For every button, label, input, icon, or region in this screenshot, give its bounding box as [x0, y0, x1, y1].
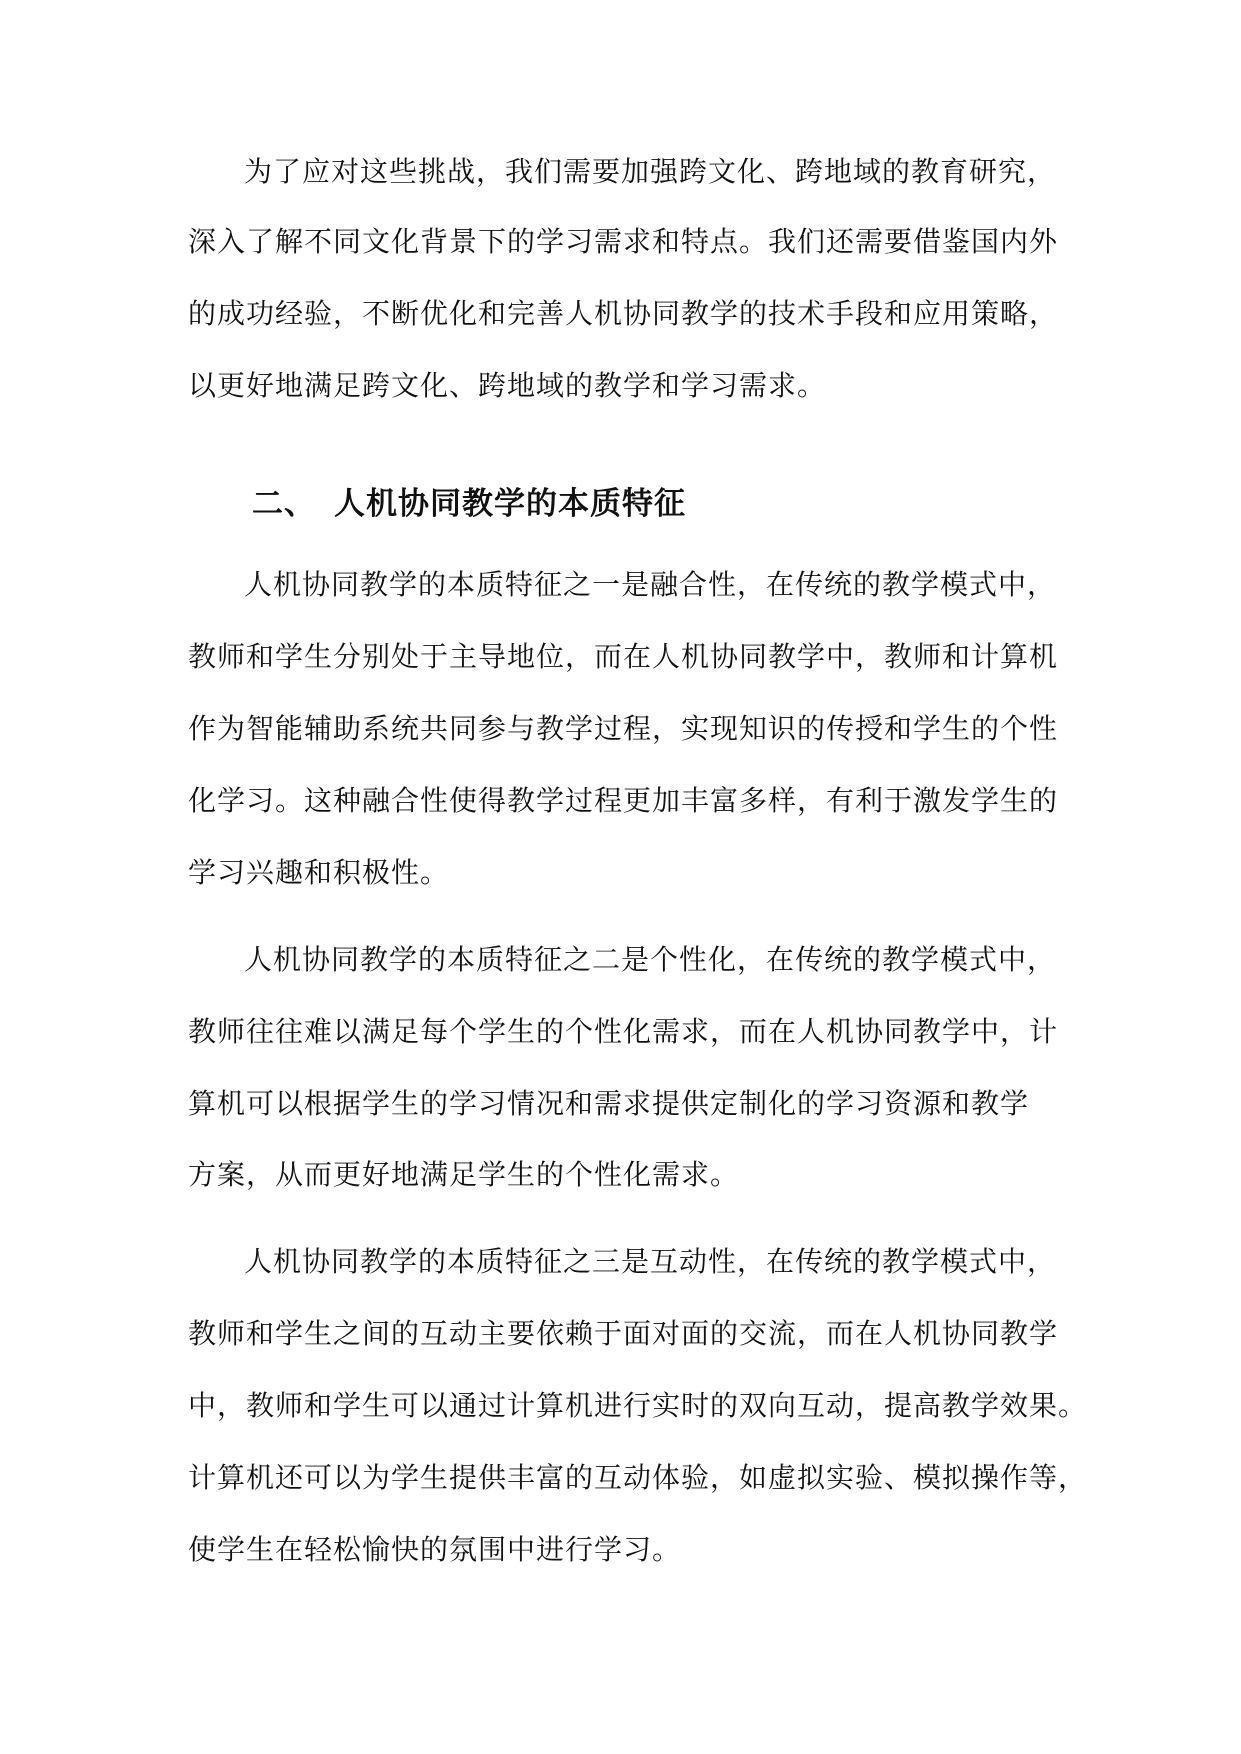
text-line: 使学生在轻松愉快的氛围中进行学习。 [188, 1533, 682, 1566]
text-line: 为了应对这些挑战，我们需要加强跨文化、跨地域的教育研究， [244, 155, 1057, 188]
text-line: 深入了解不同文化背景下的学习需求和特点。我们还需要借鉴国内外 [188, 225, 1059, 258]
text-line: 学习兴趣和积极性。 [188, 856, 450, 889]
text-line: 人机协同教学的本质特征之二是个性化，在传统的教学模式中， [244, 943, 1057, 976]
text-line: 教师和学生分别处于主导地位，而在人机协同教学中，教师和计算机 [188, 640, 1059, 673]
text-line: 算机可以根据学生的学习情况和需求提供定制化的学习资源和教学 [188, 1087, 1030, 1120]
text-line: 方案，从而更好地满足学生的个性化需求。 [188, 1158, 740, 1191]
text-line: 计算机还可以为学生提供丰富的互动体验，如虚拟实验、模拟操作等， [188, 1461, 1088, 1494]
text-line: 的成功经验，不断优化和完善人机协同教学的技术手段和应用策略， [188, 297, 1059, 330]
text-line: 人机协同教学的本质特征之三是互动性，在传统的教学模式中， [244, 1245, 1057, 1278]
text-line: 化学习。这种融合性使得教学过程更加丰富多样，有利于激发学生的 [188, 784, 1059, 817]
text-line: 教师往往难以满足每个学生的个性化需求，而在人机协同教学中，计 [188, 1015, 1059, 1048]
text-line: 以更好地满足跨文化、跨地域的教学和学习需求。 [188, 369, 827, 402]
text-line: 中，教师和学生可以通过计算机进行实时的双向互动，提高教学效果。 [188, 1389, 1088, 1422]
section-heading [252, 482, 686, 526]
text-line: 人机协同教学的本质特征之一是融合性，在传统的教学模式中， [244, 568, 1057, 601]
section-title: 人机协同教学的本质特征 [334, 486, 686, 522]
text-line: 教师和学生之间的互动主要依赖于面对面的交流，而在人机协同教学 [188, 1317, 1059, 1350]
section-number: 二、 [252, 486, 316, 522]
text-line: 作为智能辅助系统共同参与教学过程，实现知识的传授和学生的个性 [188, 712, 1059, 745]
